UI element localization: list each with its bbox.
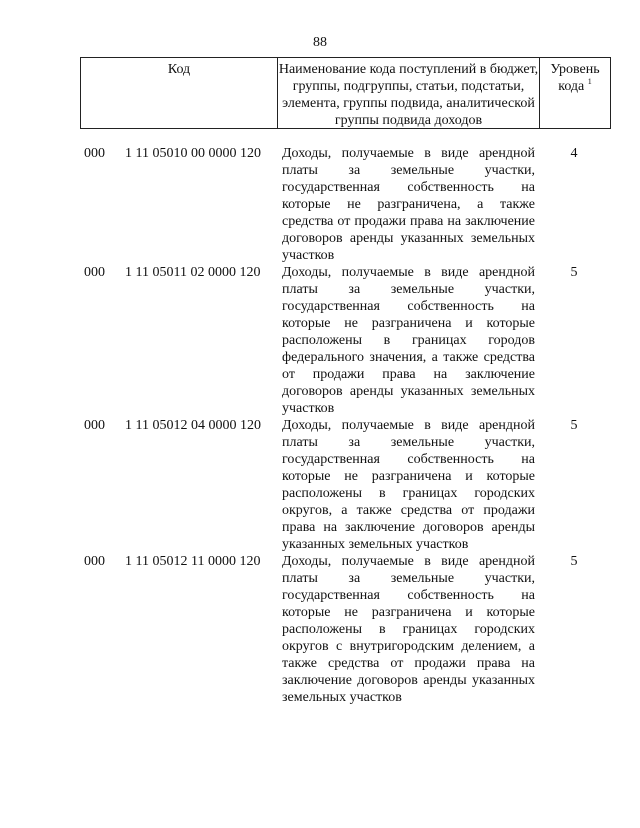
row-level: 5 — [570, 554, 578, 569]
table-row — [84, 417, 624, 553]
row-admin-code: 000 — [84, 554, 105, 569]
row-code: 1 11 05010 00 0000 120 — [125, 146, 261, 161]
table-row — [84, 553, 624, 706]
header-level — [540, 58, 610, 128]
table-header — [80, 57, 611, 129]
table-row — [84, 145, 624, 264]
page-number: 88 — [313, 35, 327, 50]
row-level: 5 — [570, 418, 578, 433]
header-code: Код — [81, 58, 278, 128]
row-code: 1 11 05012 04 0000 120 — [125, 418, 261, 433]
header-name: Наименование кода поступлений в бюджет, группы, подгруппы, статьи, подстатьи, элемента, группы подвида, аналитической группы подвида доходов — [278, 58, 540, 128]
row-name: Доходы, получаемые в виде арендной платы за земельные участки, государственная собственность на которые не разграничена и которые расположены в границах городских округов, а также средства от продажи права на заключение договоров аренды указанных земельных участков — [282, 418, 535, 552]
row-code: 1 11 05012 11 0000 120 — [125, 554, 261, 569]
row-admin-code: 000 — [84, 146, 105, 161]
row-code: 1 11 05011 02 0000 120 — [125, 265, 261, 280]
row-admin-code: 000 — [84, 418, 105, 433]
row-name: Доходы, получаемые в виде арендной платы за земельные участки, государственная собственность на которые не разграничена и которые расположены в границах городских округов с внутригородским делением, а также средства от продажи права на заключение договоров аренды указанных земельных участков — [282, 554, 535, 705]
header-level-label: Уровень кода — [550, 62, 600, 94]
row-level: 4 — [570, 146, 578, 161]
row-name: Доходы, получаемые в виде арендной платы за земельные участки, государственная собственность на которые не разграничена, а также средства от продажи права на заключение договоров аренды указанных земельных участков — [282, 146, 535, 263]
row-admin-code: 000 — [84, 265, 105, 280]
table-row — [84, 264, 624, 417]
row-name: Доходы, получаемые в виде арендной платы за земельные участки, государственная собственность на которые не разграничена и которые расположены в границах городов федерального значения, а также средства от продажи права на заключение договоров аренды указанных земельных участков — [282, 265, 535, 416]
header-level-footnote: 1 — [587, 77, 592, 86]
table-body — [84, 145, 624, 706]
row-level: 5 — [570, 265, 578, 280]
